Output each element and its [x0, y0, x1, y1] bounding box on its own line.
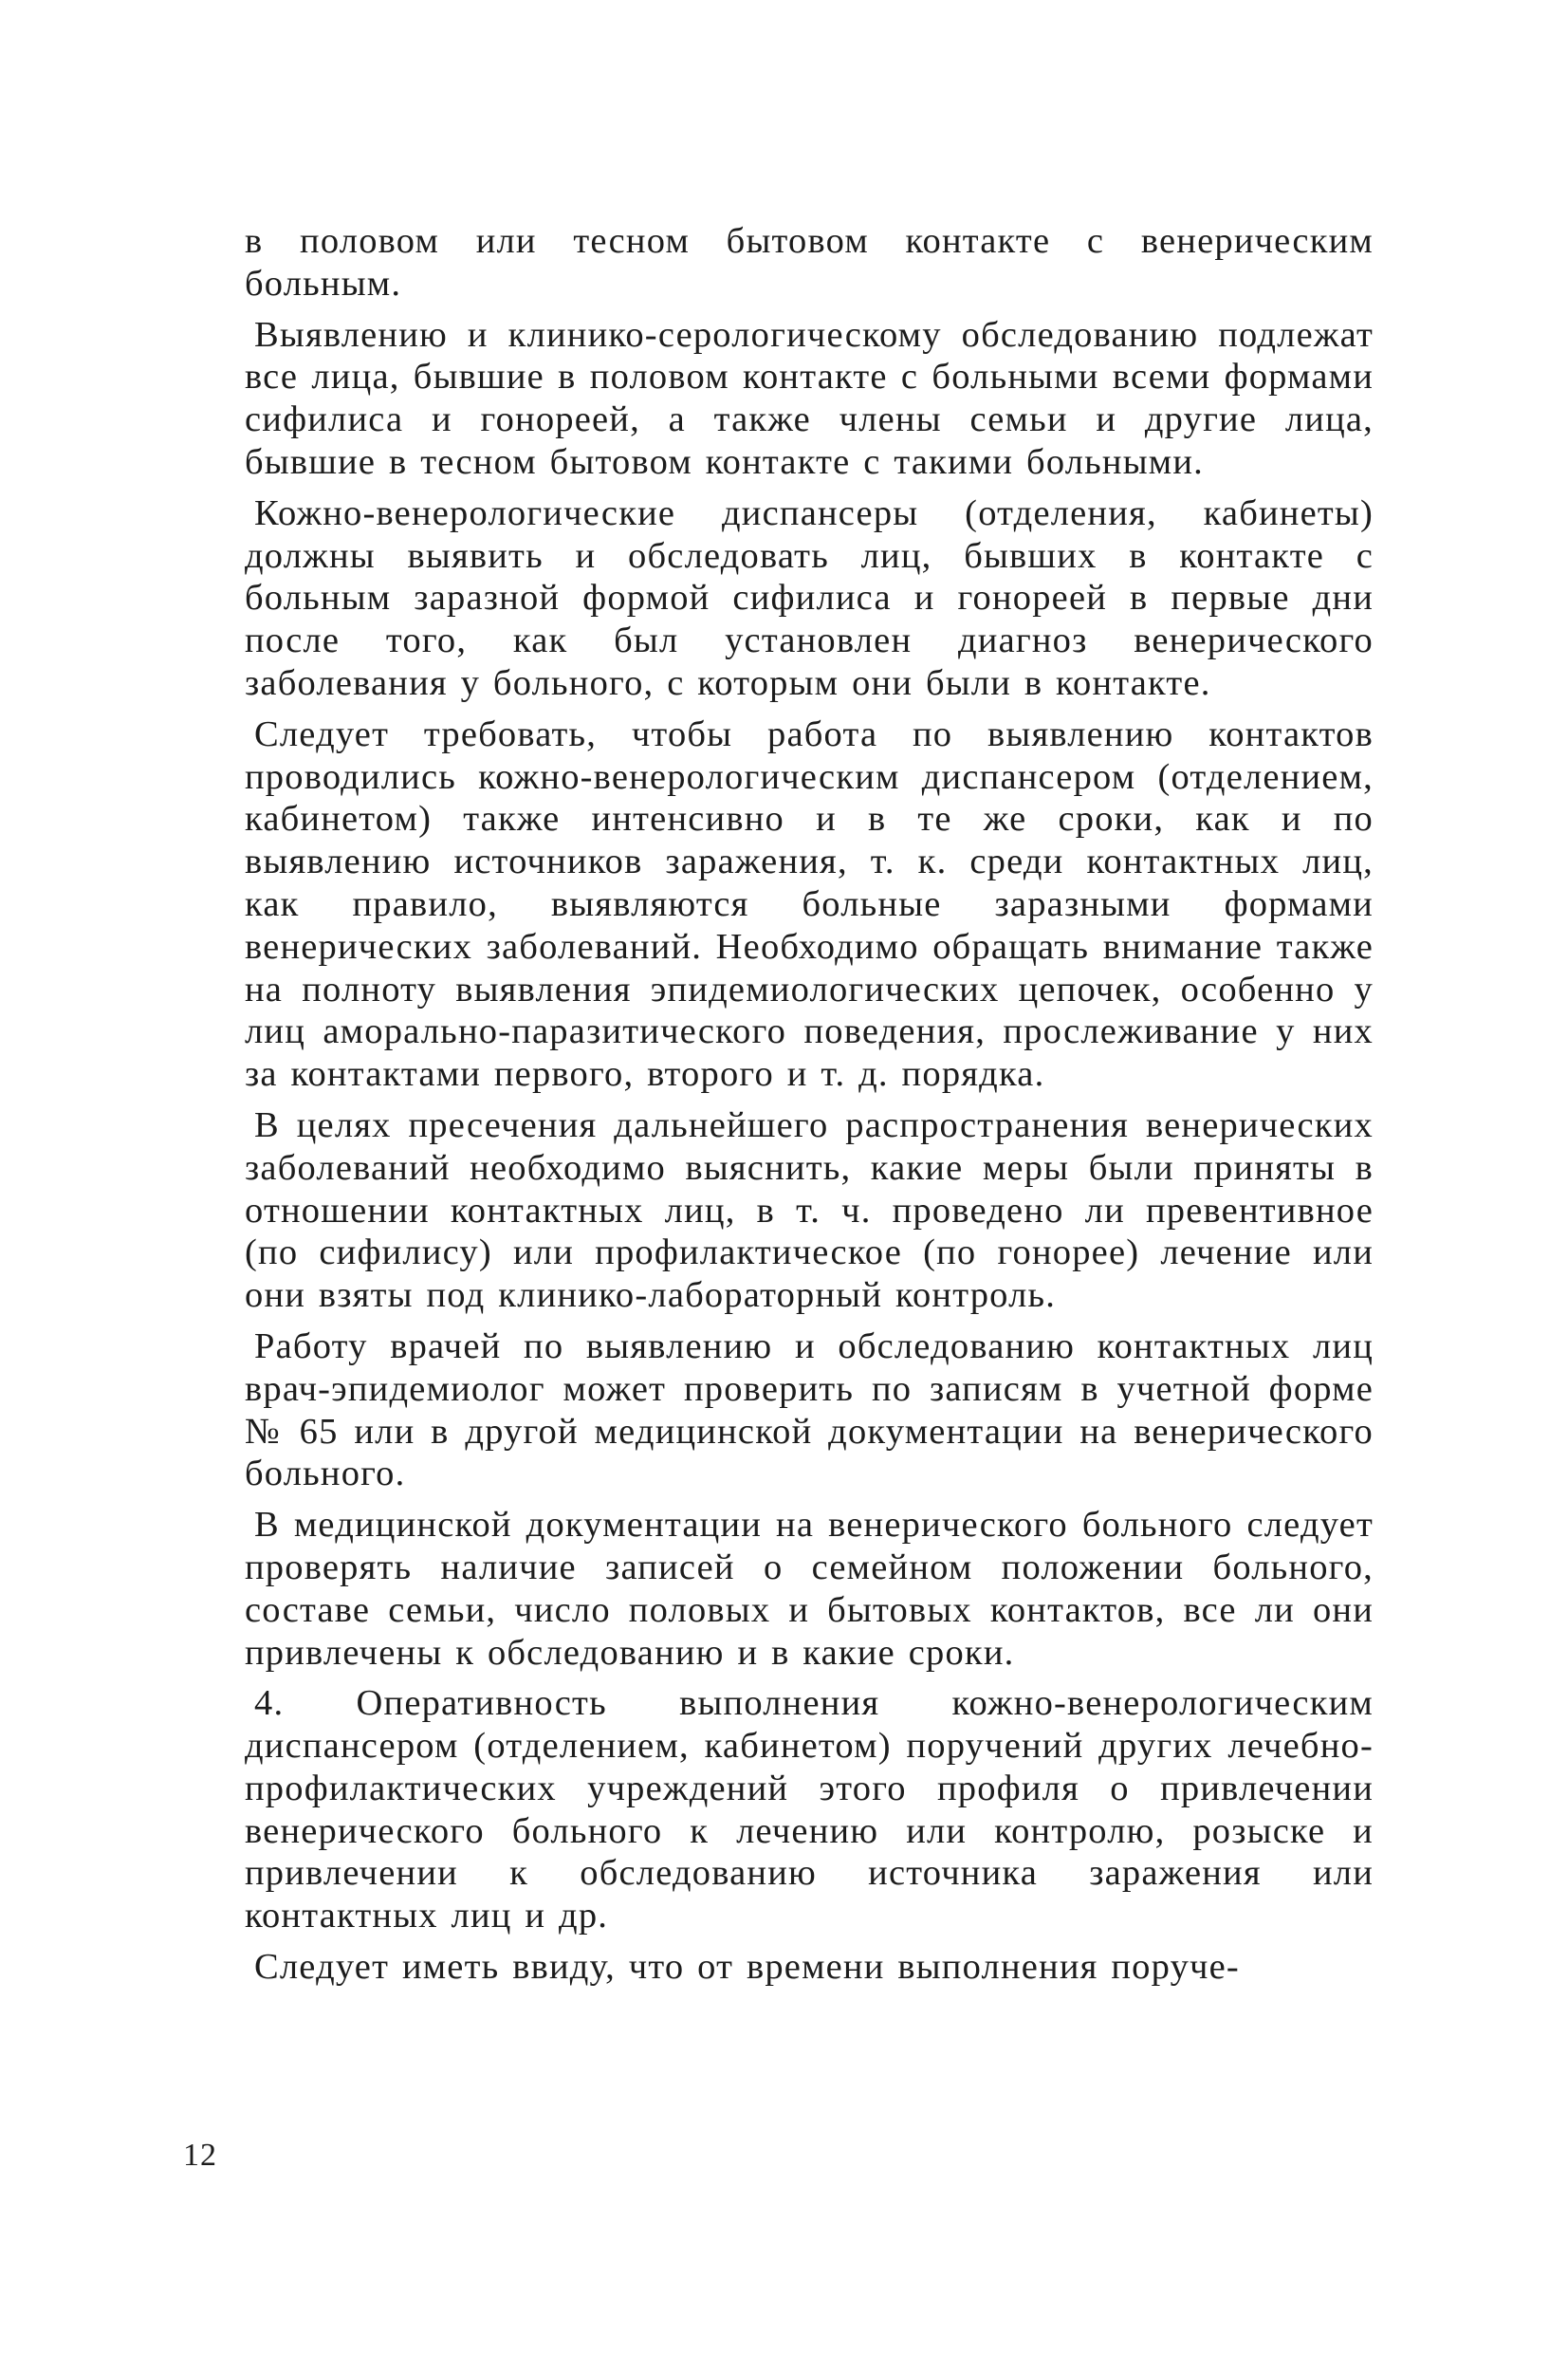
paragraph-4: Следует требовать, чтобы работа по выявлению контактов проводились кожно-венерологическим диспансером (отделением, кабинетом) также интенсивно и в те же сроки, как и по выявлению источников заражения, т. к. среди контактных лиц, как правило, выявляются больные заразными формами венерических заболеваний. Необходимо обращать внимание также на полноту выявления эпидемиологических цепочек, особенно у лиц аморально-паразитического поведения, прослеживание у них за контактами первого, второго и т. д. порядка.	[245, 713, 1374, 1095]
page-number: 12	[183, 2138, 217, 2173]
paragraph-5: В целях пресечения дальнейшего распространения венерических заболеваний необходимо выяснить, какие меры были приняты в отношении контактных лиц, в т. ч. проведено ли превентивное (по сифилису) или профилактическое (по гонорее) лечение или они взяты под клинико-лабораторный контроль.	[245, 1104, 1374, 1316]
paragraph-3: Кожно-венерологические диспансеры (отделения, кабинеты) должны выявить и обследовать лиц, бывших в контакте с больным заразной формой сифилиса и гонореей в первые дни после того, как был установлен диагноз венерического заболевания у больного, с которым они были в контакте.	[245, 492, 1374, 703]
paragraph-7: В медицинской документации на венерического больного следует проверять наличие записей о семейном положении больного, составе семьи, число половых и бытовых контактов, все ли они привлечены к обследованию и в какие сроки.	[245, 1505, 1374, 1673]
paragraph-6: Работу врачей по выявлению и обследованию контактных лиц врач-эпидемиолог может проверить по записям в учетной форме № 65 или в другой медицинской документации на венерического больного.	[245, 1325, 1374, 1494]
body-text	[245, 220, 1374, 1997]
paragraph-1: в половом или тесном бытовом контакте с венерическим больным.	[245, 221, 1374, 304]
paragraph-8: 4. Оперативность выполнения кожно-венерологическим диспансером (отделением, кабинетом) поручений других лечебно-профилактических учреждений этого профиля о привлечении венерического больного к лечению или контролю, розыске и привлечении к обследованию источника заражения или контактных лиц и др.	[245, 1683, 1374, 1936]
paragraph-2: Выявлению и клинико-серологическому обследованию подлежат все лица, бывшие в половом контакте с больными всеми формами сифилиса и гонореей, а также члены семьи и другие лица, бывшие в тесном бытовом контакте с такими больными.	[245, 314, 1374, 482]
paragraph-9: Следует иметь ввиду, что от времени выполнения поруче-	[254, 1947, 1240, 1988]
